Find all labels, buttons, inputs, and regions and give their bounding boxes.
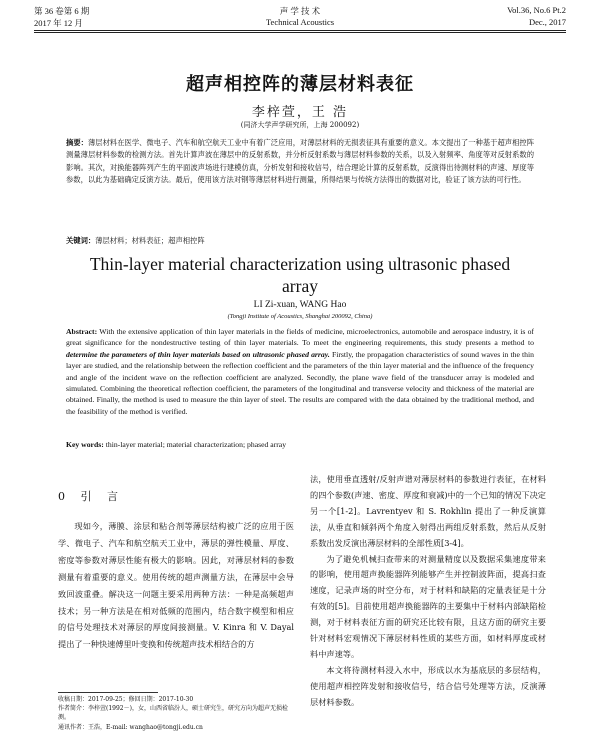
title-en: Thin-layer material characterization using ultrasonic phased array xyxy=(89,254,511,296)
abstract-en-label: Abstract: xyxy=(66,327,98,336)
intro-paragraph-2: 为了避免机械扫查带来的对测量精度以及数据采集速度带来的影响，使用超声换能器阵列能够产生并控制波阵面，提高扫查速度，记录声场的时空分布，对于材料和缺陷的定量表征是十分有效的[5]。目前使用超声换能器阵的主要集中于材料内部缺陷检测，对于材料表征方面的研究还比较有限，且这方面的研究主要针对材料宏观情况下薄层材料性质的某些方面，如材料厚度或材料中声速等。 xyxy=(310,553,546,659)
volume-issue-cn: 第 36 卷第 6 期 xyxy=(34,6,90,16)
keywords-en-label: Key words: xyxy=(66,440,104,449)
abstract-cn-text: 薄层材料在医学、微电子、汽车和航空航天工业中有着广泛应用，对薄层材料的无损表征具有重要的意义。本文提出了一种基于超声相控阵测量薄层材料参数的检测方法。首先计算声波在薄层中的反射系数，并分析反射系数与薄层材料参数的关系，以及入射频率、角度等对反射系数的影响。其次，对换能器阵列产生的平面波声场进行建模仿真，分析发射和接收信号，结合理论计算的反射系数，反演得出待测材料的声速、厚度等参数，以此为基础确定反演方法。最后，使用该方法对钢等薄层材料进行测量，所得结果与传统方法得出的数据对比，验证了该方法的可行性。 xyxy=(66,138,535,185)
intro-paragraph-1-continued: 法，使用垂直透射/反射声谱对薄层材料的参数进行表征，在材料的四个参数(声速、密度、厚度和衰减)中的一个已知的情况下决定另一个[1-2]。Lavrentyev 和 S. Rokhlin 提出了一种反演算法，从垂直和倾斜两个角度入射得出两组反射系数，然后从反射系数出发反演出薄层材料的全部性质[3-4]。 xyxy=(310,474,546,548)
date-cn: 2017 年 12 月 xyxy=(34,18,83,28)
abstract-en-emphasis: determine the parameters of thin layer materials based on ultrasonic phased array. xyxy=(66,349,330,359)
intro-paragraph-3: 本文将待测材料浸入水中，形成以水为基底层的多层结构，使用超声相控阵发射和接收信号，结合信号处理等方法，反演薄层材料参数。 xyxy=(310,664,546,707)
abstract-en-text-1: With the extensive application of thin layer materials in the fields of medicine, microelectronics, automobile and aerospace industry, it is of great significance for the nondestructive testing of thin layer materials. To meet the engineering requirements, this study presents a method to xyxy=(66,327,534,348)
abstract-cn xyxy=(66,137,534,187)
keywords-cn-text: 薄层材料；材料表征；超声相控阵 xyxy=(95,236,205,245)
intro-paragraph-1: 现如今，薄膜、涂层和粘合剂等薄层结构被广泛的应用于医学、微电子、汽车和航空航天工业中，薄层的弹性模量、厚度、密度等参数对薄层性能有极大的影响。因此，对薄层材料的参数测量有着重要的意义。使用传统的超声测量方法，在薄层中会导致回波重叠。解决这一问题主要采用两种方法：一种是高频超声技术；另一种方法是在相对低频的范围内，结合数字模型和相应的信号处理技术对薄层的厚度间接测量。V. Kinra 和 V. Dayal 提出了一种快速傅里叶变换和传统超声技术相结合的方 xyxy=(58,521,294,650)
header-rule xyxy=(34,30,566,31)
abstract-cn-label: 摘要： xyxy=(66,138,88,147)
abstract-en xyxy=(66,326,534,417)
header-rule-thin xyxy=(34,32,566,33)
footnote-contact: 通讯作者：王浩，E-mail: wanghao@tongji.edu.cn xyxy=(58,724,203,731)
footnote-rule xyxy=(58,692,158,693)
keywords-en-text: thin-layer material; material characterization; phased array xyxy=(105,440,287,449)
abstract-en-text-2: Firstly, the propagation characteristics of sound waves in the thin layer are studied, and the relationship between the reflection coefficient and the parameters of the thin layer material and the influence of the frequency and angle of the incident wave on the reflection coefficient are analyzed. Secondly, the plane wave field of the transducer array is modeled and simulated. Combining the theoretical reflection coefficient, the parameters of the longitudinal and transverse velocity and thickness of the material are obtained. Finally, the method is used to measure the thin layer of steel. The results are compared with the data obtained by the traditional method, and the feasibility of the method is verified. xyxy=(66,349,535,416)
left-column xyxy=(58,518,294,653)
right-column xyxy=(310,472,546,711)
keywords-cn-label: 关键词： xyxy=(66,236,96,245)
journal-name-en: Technical Acoustics xyxy=(265,17,335,27)
authors-en: LI Zi-xuan, WANG Hao xyxy=(253,300,347,310)
journal-name-cn: 声 学 技 术 xyxy=(279,6,321,16)
date-en: Dec., 2017 xyxy=(528,17,566,27)
keywords-cn xyxy=(66,236,534,246)
title-cn: 超声相控阵的薄层材料表征 xyxy=(186,74,414,95)
footnote-bio: 作者简介：李梓萱(1992－)，女，山西省临汾人，硕士研究生，研究方向为超声无损检测。 xyxy=(58,705,288,721)
authors-cn: 李梓萱，王 浩 xyxy=(251,105,349,120)
affiliation-cn: (同济大学声学研究所，上海 200092) xyxy=(240,121,360,129)
volume-issue-en: Vol.36, No.6 Pt.2 xyxy=(507,5,566,15)
section-heading-introduction: 0 引 言 xyxy=(58,490,124,503)
footnote-received: 收稿日期：2017-09-25；修回日期：2017-10-30 xyxy=(58,696,194,703)
keywords-en xyxy=(66,440,534,449)
affiliation-en: (Tongji Institute of Acoustics, Shanghai 200092, China) xyxy=(227,313,373,320)
